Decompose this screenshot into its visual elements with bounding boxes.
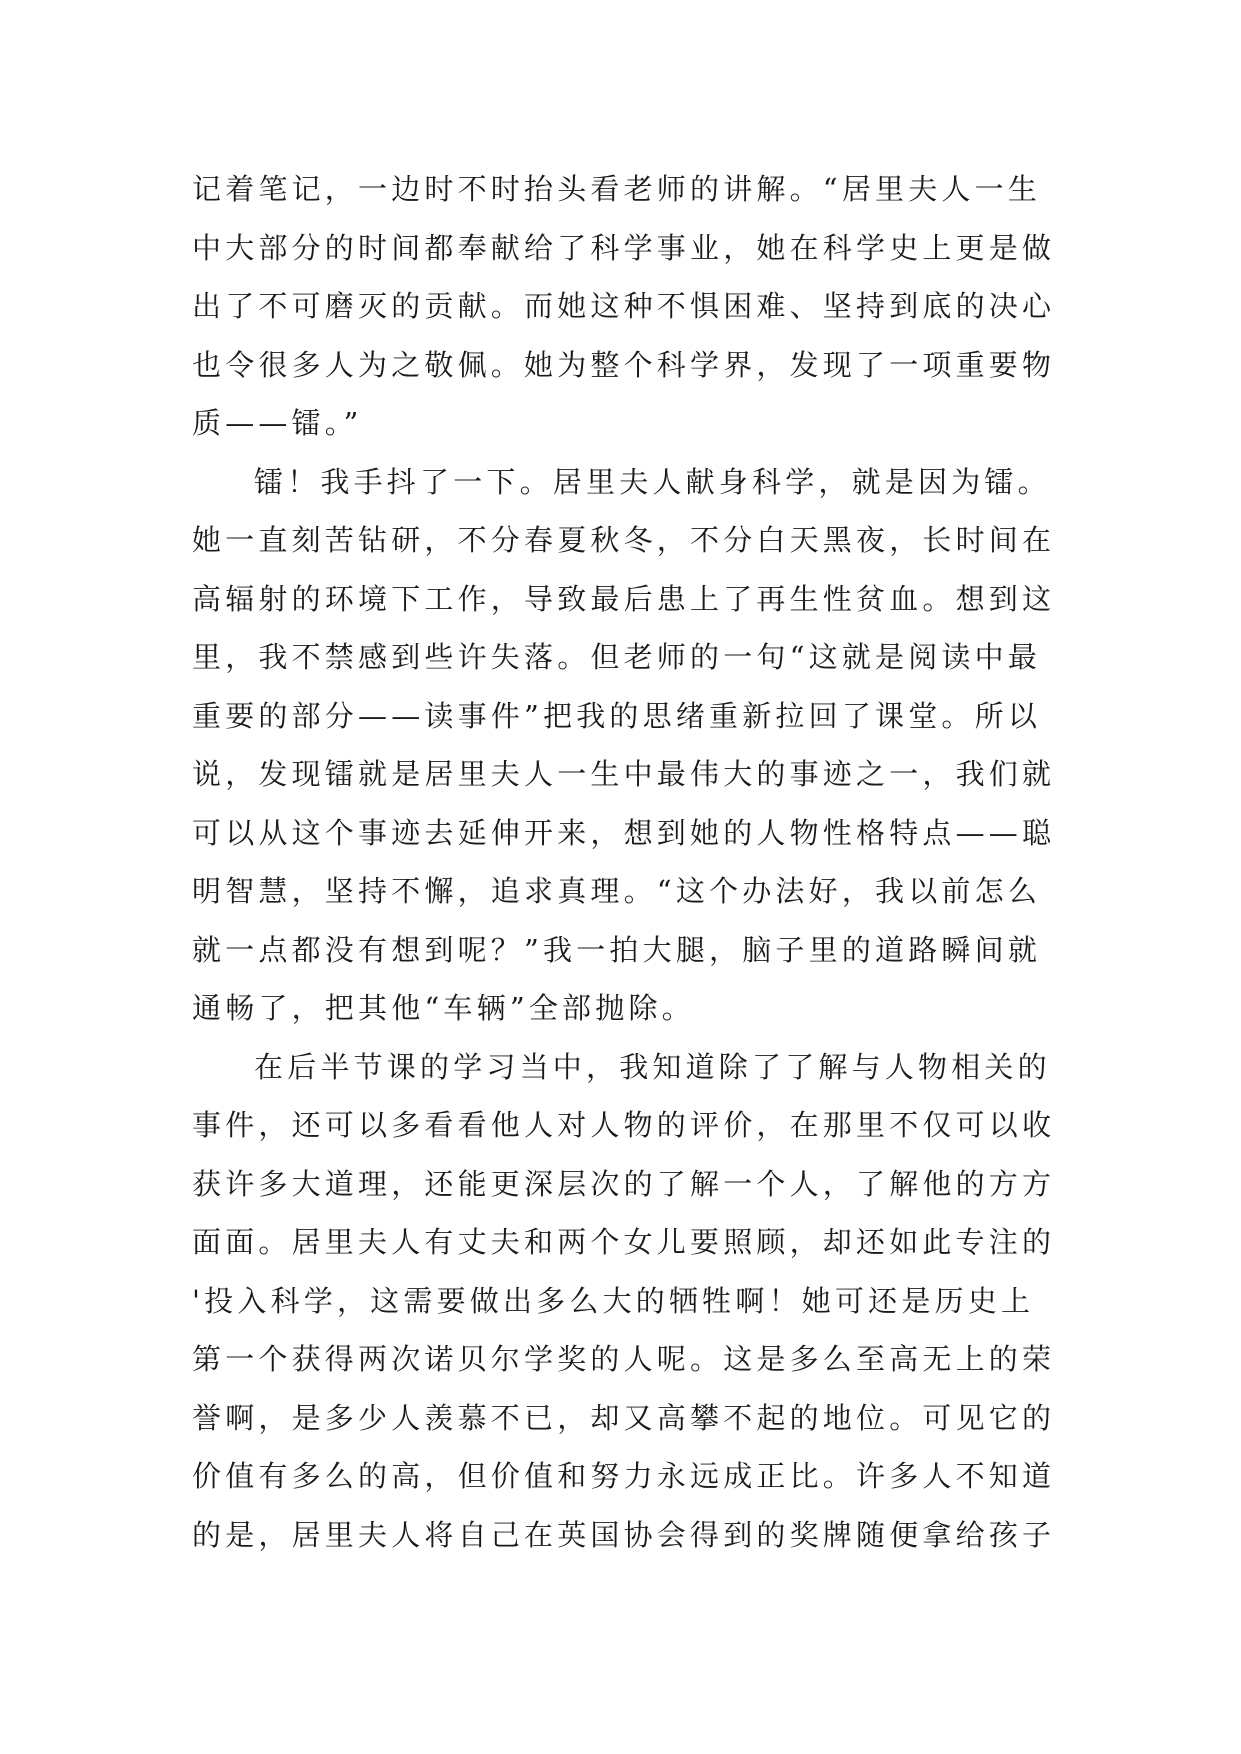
text-line: 记着笔记，一边时不时抬头看老师的讲解。“居里夫人一生 xyxy=(192,172,1042,206)
text-line: 面面。居里夫人有丈夫和两个女儿要照顾，却还如此专注的 xyxy=(192,1225,1056,1259)
text-line: 出了不可磨灭的贡献。而她这种不惧困难、坚持到底的决心 xyxy=(192,289,1056,323)
text-line: 明智慧，坚持不懈，追求真理。“这个办法好，我以前怎么 xyxy=(192,874,1042,908)
text-line: 第一个获得两次诺贝尔学奖的人呢。这是多么至高无上的荣 xyxy=(192,1342,1056,1376)
paragraph-start-line: 在后半节课的学习当中，我知道除了了解与人物相关的 xyxy=(254,1049,1051,1084)
text-line: 也令很多人为之敬佩。她为整个科学界，发现了一项重要物 xyxy=(192,347,1056,382)
text-line: 通畅了，把其他“车辆”全部抛除。 xyxy=(192,991,695,1025)
text-line: 中大部分的时间都奉献给了科学事业，她在科学史上更是做 xyxy=(192,230,1056,265)
text-line: 说，发现镭就是居里夫人一生中最伟大的事迹之一，我们就 xyxy=(192,757,1056,791)
text-line: 的是，居里夫人将自己在英国协会得到的奖牌随便拿给孩子 xyxy=(192,1517,1056,1552)
text-line: 重要的部分——读事件”把我的思绪重新拉回了课堂。所以 xyxy=(192,698,1042,733)
text-line: 她一直刻苦钻研，不分春夏秋冬，不分白天黑夜，长时间在 xyxy=(192,523,1056,557)
text-line: 事件，还可以多看看他人对人物的评价，在那里不仅可以收 xyxy=(192,1108,1056,1142)
text-line: 就一点都没有想到呢？”我一拍大腿，脑子里的道路瞬间就 xyxy=(192,932,1042,967)
text-line: 高辐射的环境下工作，导致最后患上了再生性贫血。想到这 xyxy=(192,581,1056,616)
text-line: '投入科学，这需要做出多么大的牺牲啊！她可还是历史上 xyxy=(192,1283,1035,1318)
text-line: 价值有多么的高，但价值和努力永远成正比。许多人不知道 xyxy=(192,1459,1056,1493)
text-line: 里，我不禁感到些许失落。但老师的一句“这就是阅读中最 xyxy=(192,640,1042,674)
text-line: 质——镭。” xyxy=(192,406,363,440)
paragraph-start-line: 镭！我手抖了一下。居里夫人献身科学，就是因为镭。 xyxy=(254,464,1051,499)
text-line: 获许多大道理，还能更深层次的了解一个人，了解他的方方 xyxy=(192,1166,1056,1201)
text-line: 可以从这个事迹去延伸开来，想到她的人物性格特点——聪 xyxy=(192,815,1056,850)
body-text xyxy=(192,160,1072,1564)
text-line: 誉啊，是多少人羡慕不已，却又高攀不起的地位。可见它的 xyxy=(192,1400,1056,1435)
